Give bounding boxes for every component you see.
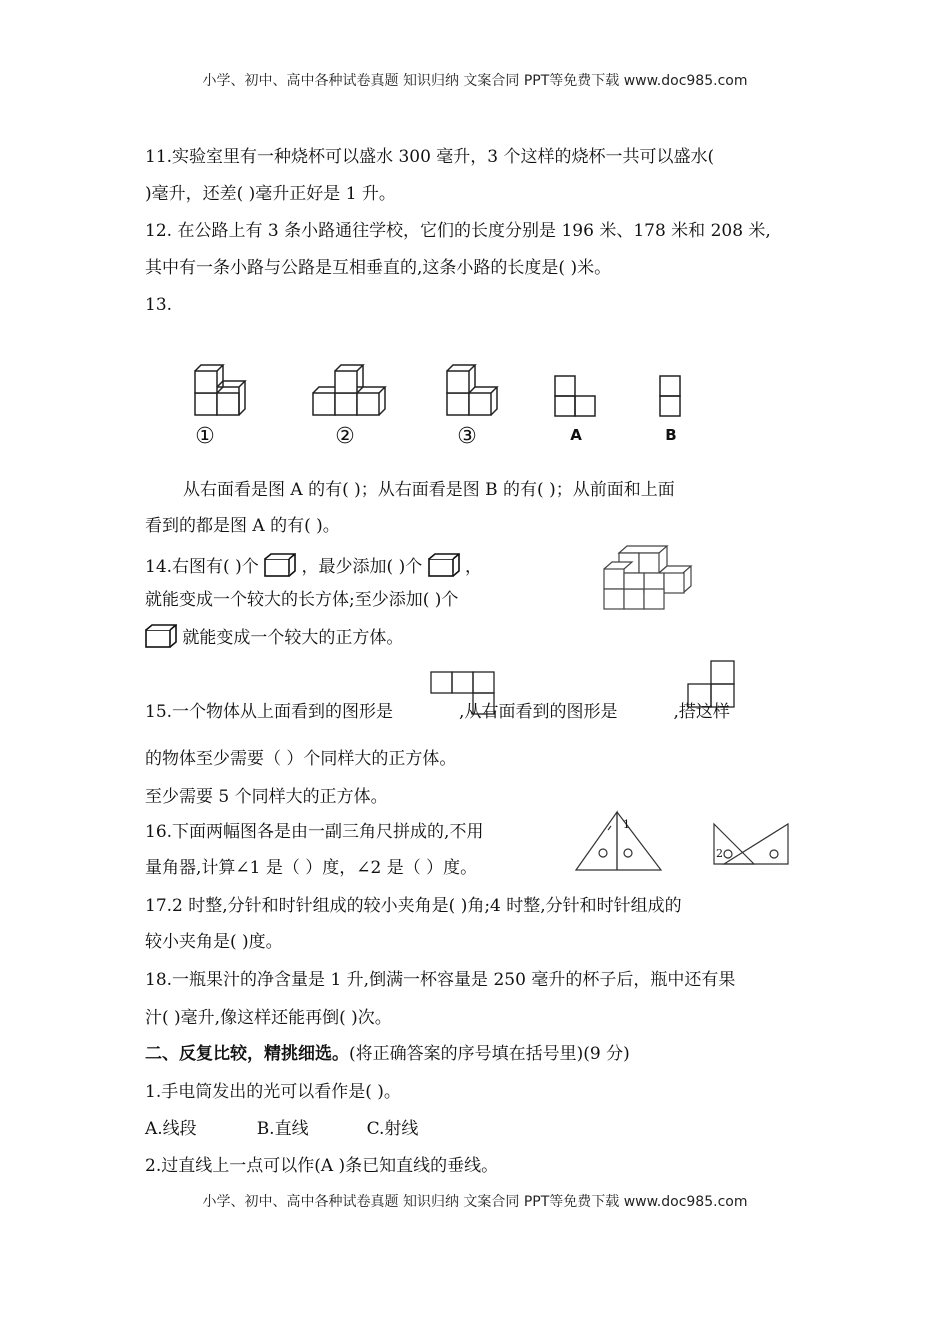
q15-line2: 的物体至少需要（ ）个同样大的正方体。 (145, 749, 457, 769)
q13-number: 13. (145, 295, 173, 315)
q14-text-4: 就能变成一个较大的正方体。 (182, 628, 404, 648)
q15-line3: 至少需要 5 个同样大的正方体。 (145, 787, 388, 807)
page-footer: 小学、初中、高中各种试卷真题 知识归纳 文案合同 PPT等免费下载 www.doc985.com (202, 1194, 748, 1210)
cube-icon (428, 553, 460, 577)
q17-line2: 较小夹角是( )度。 (145, 932, 283, 952)
page-header: 小学、初中、高中各种试卷真题 知识归纳 文案合同 PPT等免费下载 www.doc985.com (202, 73, 748, 89)
section2-title: 二、反复比较，精挑细选。 (145, 1044, 349, 1064)
q16-triangles-2 (712, 822, 792, 868)
q18-line1: 18.一瓶果汁的净含量是 1 升,倒满一杯容量是 250 毫升的杯子后，瓶中还有果 (145, 970, 736, 990)
q11-line2: )毫升，还差( )毫升正好是 1 升。 (145, 184, 396, 204)
q14-line1 (145, 553, 482, 578)
section2-q1: 1.手电筒发出的光可以看作是( )。 (145, 1082, 401, 1102)
q17-line1: 17.2 时整,分针和时针组成的较小夹角是( )角;4 时整,分针和时针组成的 (145, 896, 682, 916)
q16-line1: 16.下面两幅图各是由一副三角尺拼成的,不用 (145, 822, 484, 842)
q12-line1: 12. 在公路上有 3 条小路通往学校，它们的长度分别是 196 米、178 米和 208 米, (145, 221, 771, 241)
section2-q1-options (145, 1118, 418, 1140)
q15-right-view (687, 660, 737, 712)
q13-figures (185, 360, 705, 450)
angle-2-label: 2 (716, 847, 723, 860)
q13-label-a: A (570, 426, 582, 444)
q13-label-2: ② (335, 424, 355, 449)
q13-label-3: ③ (457, 424, 477, 449)
angle-1-label: 1 (623, 818, 630, 831)
section2-q2: 2.过直线上一点可以作(A )条已知直线的垂线。 (145, 1156, 499, 1176)
section2-note: (将正确答案的序号填在括号里)(9 分) (349, 1044, 630, 1064)
q13-line2: 看到的都是图 A 的有( )。 (145, 516, 340, 536)
cube-icon (264, 553, 296, 577)
q14-text-2: ，最少添加( )个 (301, 557, 423, 577)
q16-line2: 量角器,计算∠1 是（ ）度，∠2 是（ ）度。 (145, 858, 478, 878)
q15-top-view (430, 671, 496, 717)
q14-text-1: 14.右图有( )个 (145, 557, 259, 577)
cube-icon (145, 624, 177, 648)
q13-view-b (660, 376, 680, 416)
q14-cube-stack (603, 545, 695, 615)
q13-label-1: ① (195, 424, 215, 449)
q14-line2: 就能变成一个较大的长方体;至少添加( )个 (145, 590, 459, 610)
q13-figure-3 (447, 365, 497, 415)
q13-figure-1 (195, 365, 245, 415)
q15-text-1: 15.一个物体从上面看到的图形是 (145, 702, 394, 722)
option-c: C.射线 (366, 1119, 419, 1139)
q18-line2: 汁( )毫升,像这样还能再倒( )次。 (145, 1008, 392, 1028)
q13-label-b: B (665, 426, 677, 444)
q14-line3 (145, 624, 403, 649)
option-a: A.线段 (145, 1119, 197, 1139)
q13-line1: 从右面看是图 A 的有( )；从右面看是图 B 的有( )；从前面和上面 (183, 480, 675, 500)
q14-text-3: ， (465, 557, 483, 577)
q13-view-a (555, 376, 595, 416)
section2-heading (145, 1043, 630, 1065)
q12-line2: 其中有一条小路与公路是互相垂直的,这条小路的长度是( )米。 (145, 258, 612, 278)
q11-line1: 11.实验室里有一种烧杯可以盛水 300 毫升，3 个这样的烧杯一共可以盛水( (145, 147, 715, 167)
option-b: B.直线 (256, 1119, 309, 1139)
q13-figure-2 (313, 365, 385, 415)
q15-text-2: ,从右面看到的图形是 (459, 702, 618, 722)
q16-triangles-1 (575, 808, 665, 872)
q15-text-3: ,搭这样 (673, 702, 730, 722)
